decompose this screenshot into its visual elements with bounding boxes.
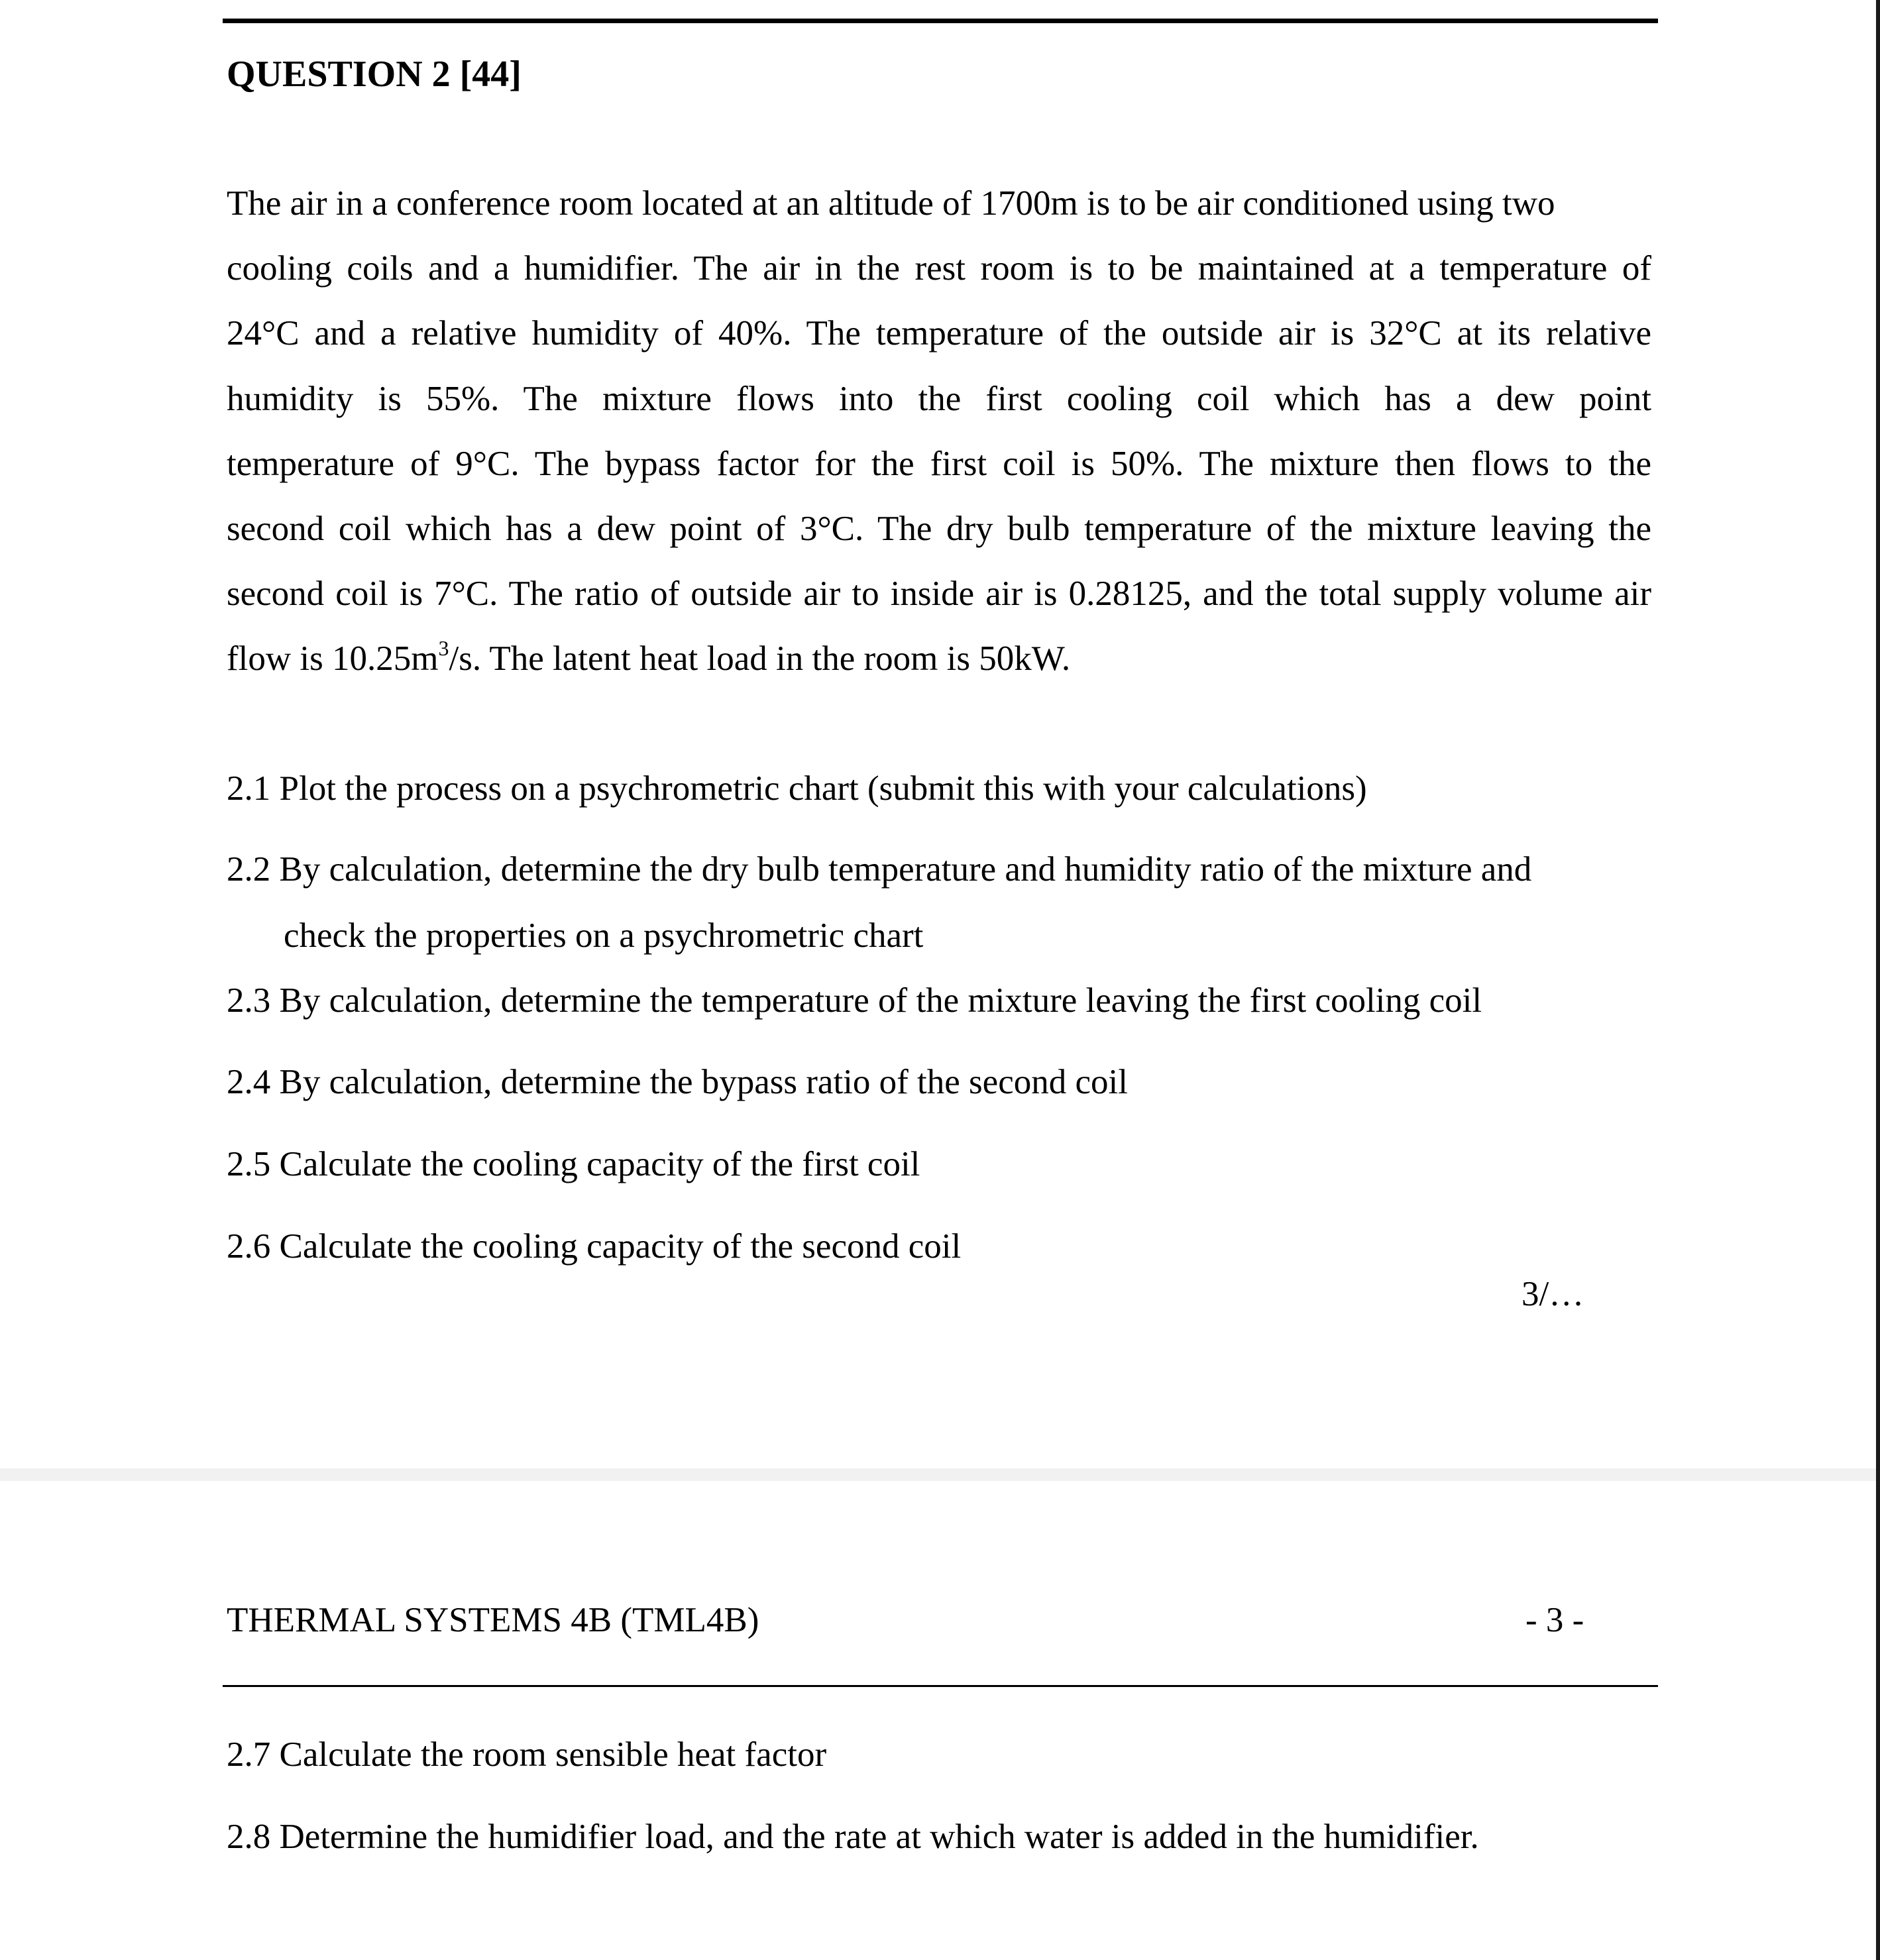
paragraph-last-line xyxy=(227,635,1651,700)
continued-page-marker: 3/… xyxy=(1521,1275,1584,1313)
subquestion-2-2: 2.2 By calculation, determine the dry bulb temperature and humidity ratio of the mixture and xyxy=(227,850,1532,889)
subquestion-2-1: 2.1 Plot the process on a psychrometric chart (submit this with your calculations) xyxy=(227,769,1367,808)
paragraph-line: The air in a conference room located at an altitude of 1700m is to be air conditioned using two xyxy=(227,184,1555,223)
paragraph-line: humidity is 55%. The mixture flows into the first cooling coil which has a dew point xyxy=(227,379,1651,418)
header-horizontal-rule xyxy=(223,1685,1658,1687)
paragraph-line: second coil is 7°C. The ratio of outside air to inside air is 0.28125, and the total supply volume air xyxy=(227,574,1651,614)
page-edge-shadow xyxy=(1876,0,1880,1960)
top-horizontal-rule xyxy=(223,19,1658,23)
subquestion-2-3: 2.3 By calculation, determine the temperature of the mixture leaving the first cooling coil xyxy=(227,981,1482,1020)
paragraph-line: temperature of 9°C. The bypass factor for the first coil is 50%. The mixture then flows to the xyxy=(227,444,1651,483)
paragraph-line: second coil which has a dew point of 3°C. The dry bulb temperature of the mixture leaving the xyxy=(227,509,1651,548)
question-paragraph xyxy=(227,180,1651,701)
page-separator xyxy=(0,1468,1876,1481)
question-heading: QUESTION 2 [44] xyxy=(227,54,522,95)
page-number: - 3 - xyxy=(1525,1601,1584,1639)
subquestion-2-4: 2.4 By calculation, determine the bypass ratio of the second coil xyxy=(227,1063,1128,1101)
flow-text: flow is 10.25m xyxy=(227,639,439,679)
subquestion-2-5: 2.5 Calculate the cooling capacity of the first coil xyxy=(227,1145,920,1183)
subquestion-2-6: 2.6 Calculate the cooling capacity of the second coil xyxy=(227,1227,962,1266)
subquestion-2-7: 2.7 Calculate the room sensible heat factor xyxy=(227,1735,827,1774)
course-title: THERMAL SYSTEMS 4B (TML4B) xyxy=(227,1601,759,1639)
cubic-superscript: 3 xyxy=(438,636,449,661)
subquestion-2-8: 2.8 Determine the humidifier load, and the rate at which water is added in the humidifier. xyxy=(227,1818,1479,1856)
paragraph-line: cooling coils and a humidifier. The air in the rest room is to be maintained at a temperature of xyxy=(227,249,1651,288)
flow-text-rest: /s. The latent heat load in the room is 50kW. xyxy=(449,639,1071,679)
subquestion-2-2-continued: check the properties on a psychrometric chart xyxy=(284,916,924,955)
paragraph-line: 24°C and a relative humidity of 40%. The temperature of the outside air is 32°C at its relative xyxy=(227,314,1651,353)
